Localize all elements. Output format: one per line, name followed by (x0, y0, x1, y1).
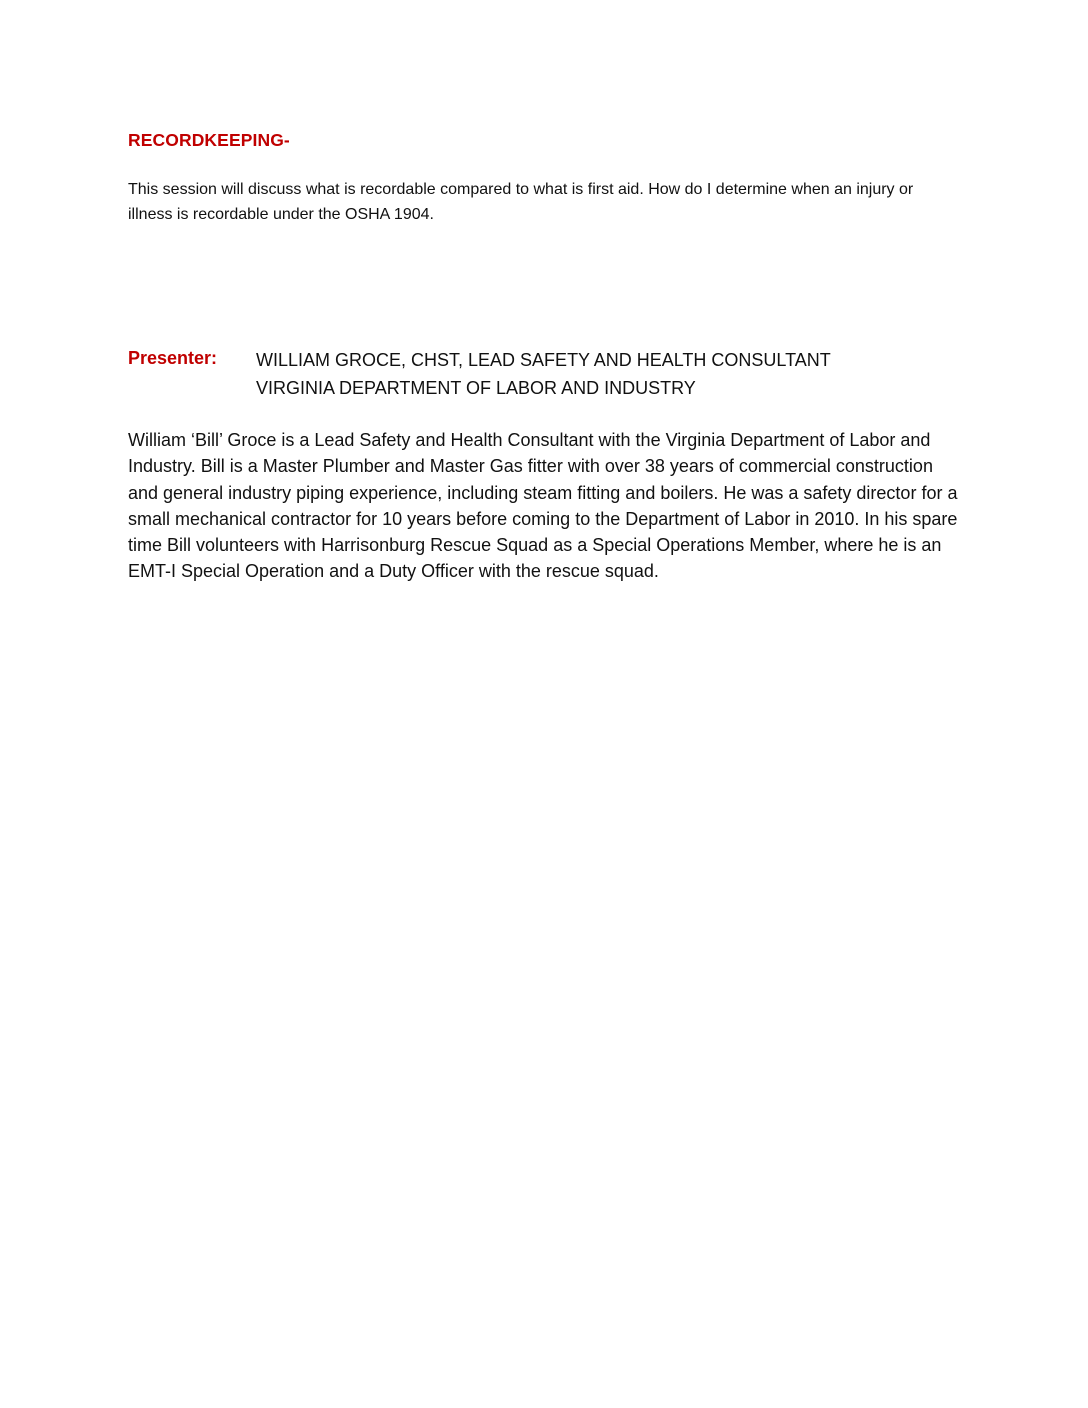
presenter-label: Presenter: (128, 348, 218, 368)
session-description: This session will discuss what is recordable compared to what is first aid. How do I determine when an injury or illness is recordable under the OSHA 1904. (128, 181, 914, 223)
section-heading: RECORDKEEPING- (128, 130, 290, 150)
presenter-organization: VIRGINIA DEPARTMENT OF LABOR AND INDUSTRY (256, 378, 696, 398)
presenter-name: WILLIAM GROCE, CHST, LEAD SAFETY AND HEALTH CONSULTANT (256, 350, 831, 370)
presenter-bio: William ‘Bill’ Groce is a Lead Safety and Health Consultant with the Virginia Department of Labor and Industry. Bill is a Master Plumber and Master Gas fitter with over 38 years of commercial construction and general industry piping experience, including steam fitting and boilers. He was a safety director for a small mechanical contractor for 10 years before coming to the Department of Labor in 2010. In his spare time Bill volunteers with Harrisonburg Rescue Squad as a Special Operations Member, where he is an EMT-I Special Operation and a Duty Officer with the rescue squad. (128, 430, 958, 582)
presenter-info (256, 346, 831, 402)
